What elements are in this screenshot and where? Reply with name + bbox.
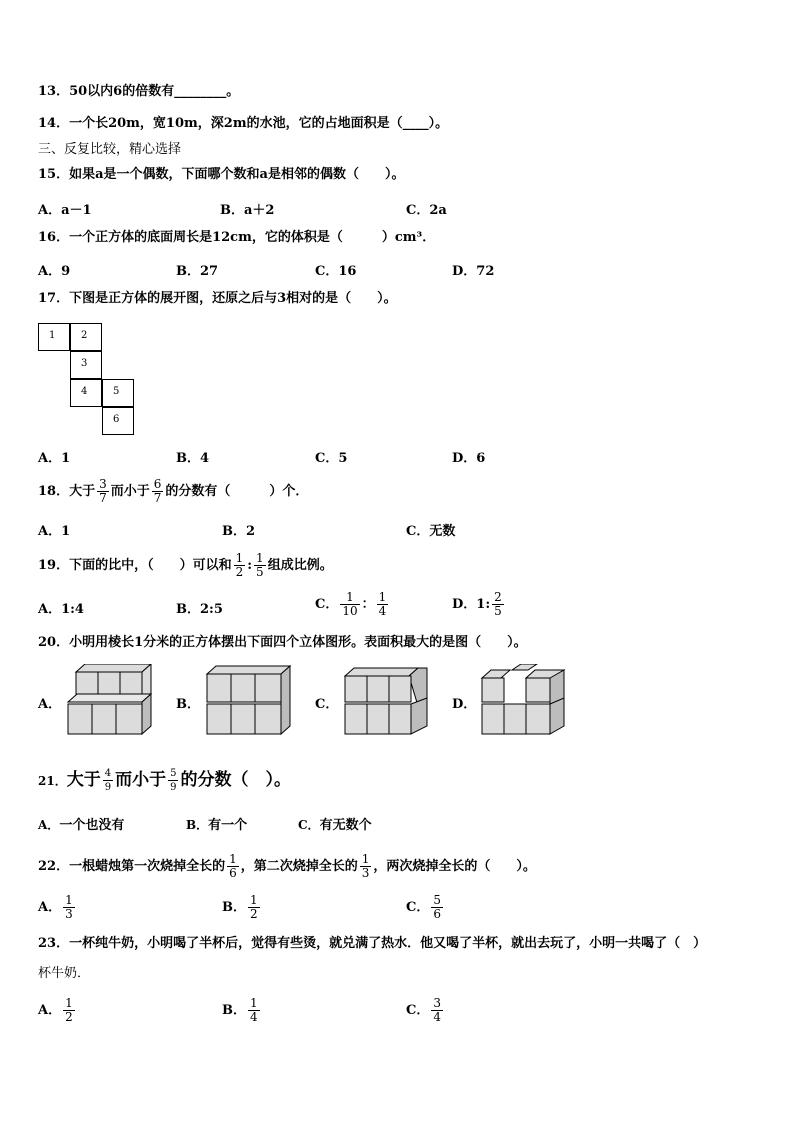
q16-option-a[interactable]: A．9 [38,264,71,279]
q23-option-a[interactable]: A． $\frac{1}{2}$ [38,996,73,1024]
q17-option-a[interactable]: A．1 [38,451,71,466]
q21-option-b[interactable]: B．有一个 [186,818,248,833]
q22-option-b[interactable]: B． $\frac{1}{2}$ [222,893,258,921]
question-16: 16．一个正方体的底面周长是12cm，它的体积是（ ）cm³． [38,230,436,245]
question-21: 21．大于 $\frac{4}{9}$ 而小于 $\frac{5}{9}$ 的分数（ ）。 [38,768,291,793]
q18-option-b[interactable]: B．2 [222,524,256,539]
question-13: 13．50以内6的倍数有________。 [38,84,240,99]
q17-option-b[interactable]: B．4 [176,451,210,466]
net-cell-6: 6 [102,407,134,435]
q22-option-a[interactable]: A． $\frac{1}{3}$ [38,893,73,921]
q21-option-a[interactable]: A．一个也没有 [38,818,125,833]
figure-d-cubes [480,664,570,738]
q15-option-b[interactable]: B．a＋2 [220,203,275,218]
question-23-continuation: 杯牛奶． [38,966,91,981]
q23-option-c[interactable]: C． $\frac{3}{4}$ [406,996,441,1024]
figure-c-cubes [343,664,433,738]
question-14: 14．一个长20m，宽10m，深2m的水池，它的占地面积是（____）。 [38,116,449,131]
q23-option-b[interactable]: B． $\frac{1}{4}$ [222,996,258,1024]
q19-option-c[interactable]: C． $\frac{1}{10}$ ： $\frac{1}{4}$ [315,590,387,618]
question-17: 17．下图是正方体的展开图，还原之后与3相对的是（ ）。 [38,291,397,306]
q15-option-c[interactable]: C．2a [406,203,447,218]
q20-option-c[interactable]: C． [315,697,339,712]
q16-option-b[interactable]: B．27 [176,264,219,279]
question-20: 20．小明用棱长1分米的正方体摆出下面四个立体图形。表面积最大的是图（ ）。 [38,635,527,650]
q17-option-c[interactable]: C．5 [315,451,348,466]
q16-option-c[interactable]: C．16 [315,264,357,279]
figure-b-cubes [205,664,295,738]
section-heading: 三、反复比较，精心选择 [38,142,182,157]
q18-option-a[interactable]: A．1 [38,524,71,539]
net-cell-2: 2 [70,323,102,351]
q19-option-b[interactable]: B．2:5 [176,602,223,617]
question-18: 18．大于 $\frac{3}{7}$ 而小于 $\frac{6}{7}$ 的分数有（ ）个． [38,477,309,505]
q20-option-a[interactable]: A． [38,697,62,712]
q17-option-d[interactable]: D．6 [452,451,486,466]
q19-option-a[interactable]: A．1:4 [38,602,84,617]
cube-net-diagram [38,323,138,439]
q22-option-c[interactable]: C． $\frac{5}{6}$ [406,893,441,921]
q20-option-d[interactable]: D． [452,697,477,712]
figure-a-cubes [66,664,156,738]
q18-option-c[interactable]: C．无数 [406,524,456,539]
question-15: 15．如果a是一个偶数，下面哪个数和a是相邻的偶数（ ）。 [38,167,405,182]
question-23: 23．一杯纯牛奶，小明喝了半杯后，觉得有些烫，就兑满了热水．他又喝了半杯，就出去玩了，小明一共喝了（ ） [38,936,707,951]
net-cell-4: 4 [70,379,102,407]
question-19: 19．下面的比中，（ ）可以和 $\frac{1}{2}$ : $\frac{1}{5}$ 组成比例。 [38,551,333,579]
question-22: 22．一根蜡烛第一次烧掉全长的 $\frac{1}{6}$ ，第二次烧掉全长的 $\frac{1}{3}$ ，两次烧掉全长的（ ）。 [38,852,536,880]
net-cell-3: 3 [70,351,102,379]
q16-option-d[interactable]: D．72 [452,264,495,279]
net-cell-5: 5 [102,379,134,407]
q15-option-a[interactable]: A．a－1 [38,203,92,218]
q19-option-d[interactable]: D．1: $\frac{2}{5}$ [452,590,502,618]
q20-option-b[interactable]: B． [176,697,200,712]
net-cell-1: 1 [38,323,70,351]
q21-option-c[interactable]: C．有无数个 [298,818,372,833]
